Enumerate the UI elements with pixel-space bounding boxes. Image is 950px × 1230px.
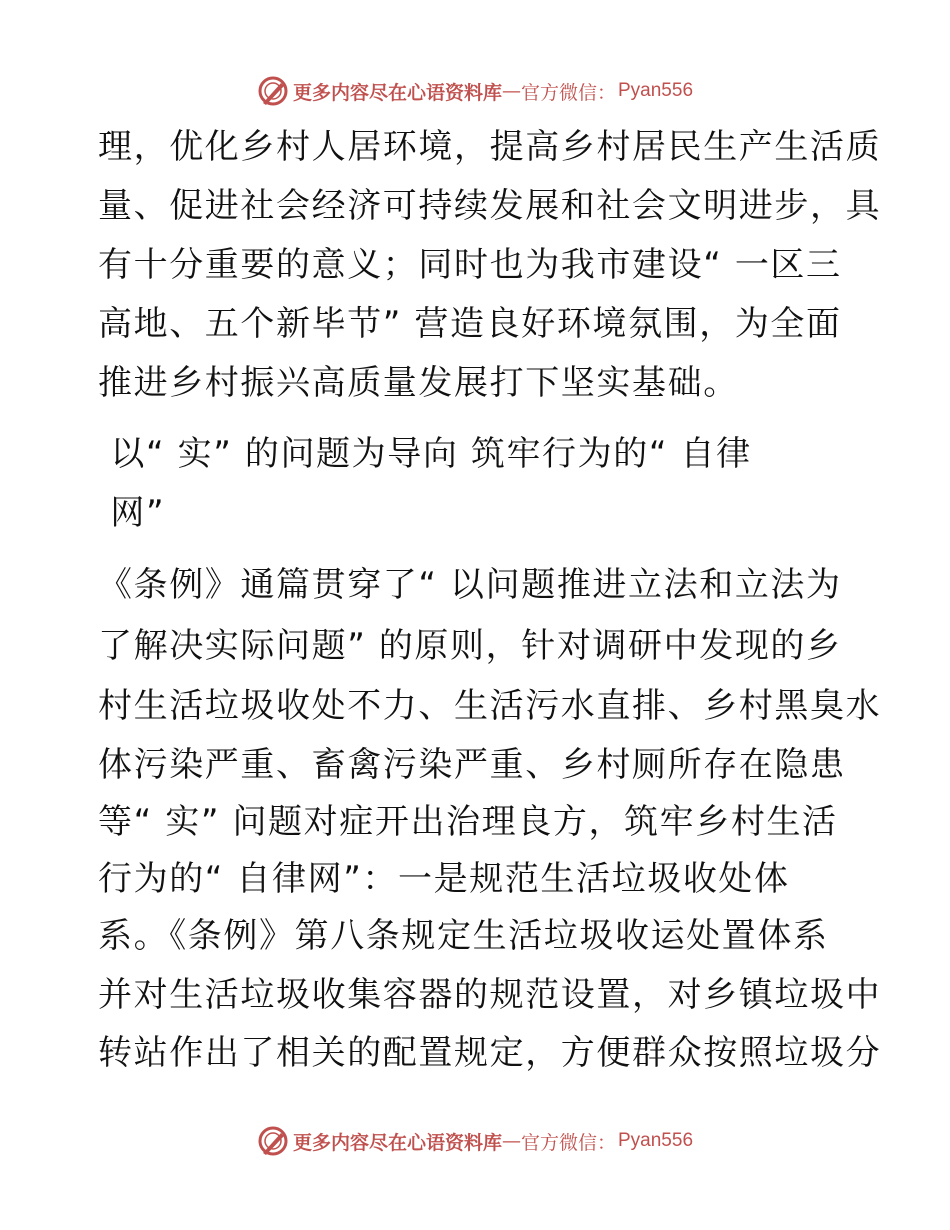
watermark-main-text: 更多内容尽在心语资料库 bbox=[292, 1131, 502, 1154]
watermark-main-text: 更多内容尽在心语资料库 bbox=[292, 81, 502, 104]
body-line: 转站作出了相关的配置规定，方便群众按照垃圾分 bbox=[98, 1033, 882, 1073]
footer-watermark bbox=[0, 1121, 950, 1161]
body-line: 推进乡村振兴高质量发展打下坚实基础。 bbox=[98, 363, 739, 403]
body-line: 有十分重要的意义；同时也为我市建设“ 一区三 bbox=[98, 245, 842, 285]
watermark-separator: — bbox=[501, 1130, 521, 1152]
section-heading-line: 以“ 实” 的问题为导向 筑牢行为的“ 自律 bbox=[98, 434, 752, 474]
body-line: 系。《条例》第八条规定生活垃圾收运处置体系 bbox=[98, 916, 829, 956]
watermark-sub-text: 官方微信： bbox=[520, 1131, 616, 1154]
watermark-wechat-id: Pyan556 bbox=[618, 80, 694, 101]
header-watermark bbox=[0, 71, 950, 111]
body-line: 量、促进社会经济可持续发展和社会文明进步，具 bbox=[98, 186, 882, 226]
body-line: 行为的“ 自律网”：一是规范生活垃圾收处体 bbox=[98, 859, 790, 899]
body-line: 等“ 实” 问题对症开出治理良方，筑牢乡村生活 bbox=[98, 802, 838, 842]
body-line: 《条例》通篇贯穿了“ 以问题推进立法和立法为 bbox=[98, 565, 842, 605]
body-line: 理，优化乡村人居环境，提高乡村居民生产生活质 bbox=[98, 127, 882, 167]
section-heading-line: 网” bbox=[98, 493, 166, 533]
body-line: 体污染严重、畜禽污染严重、乡村厕所存在隐患 bbox=[98, 745, 846, 785]
pen-seal-logo-icon bbox=[257, 75, 289, 107]
body-line: 村生活垃圾收处不力、生活污水直排、乡村黑臭水 bbox=[98, 686, 882, 726]
body-line: 高地、五个新毕节” 营造良好环境氛围，为全面 bbox=[98, 304, 842, 344]
watermark-separator: — bbox=[501, 80, 521, 102]
pen-seal-logo-icon bbox=[257, 1125, 289, 1157]
watermark-sub-text: 官方微信： bbox=[520, 81, 616, 104]
watermark-wechat-id: Pyan556 bbox=[618, 1130, 694, 1151]
body-line: 了解决实际问题” 的原则，针对调研中发现的乡 bbox=[98, 626, 842, 666]
body-line: 并对生活垃圾收集容器的规范设置，对乡镇垃圾中 bbox=[98, 975, 882, 1015]
